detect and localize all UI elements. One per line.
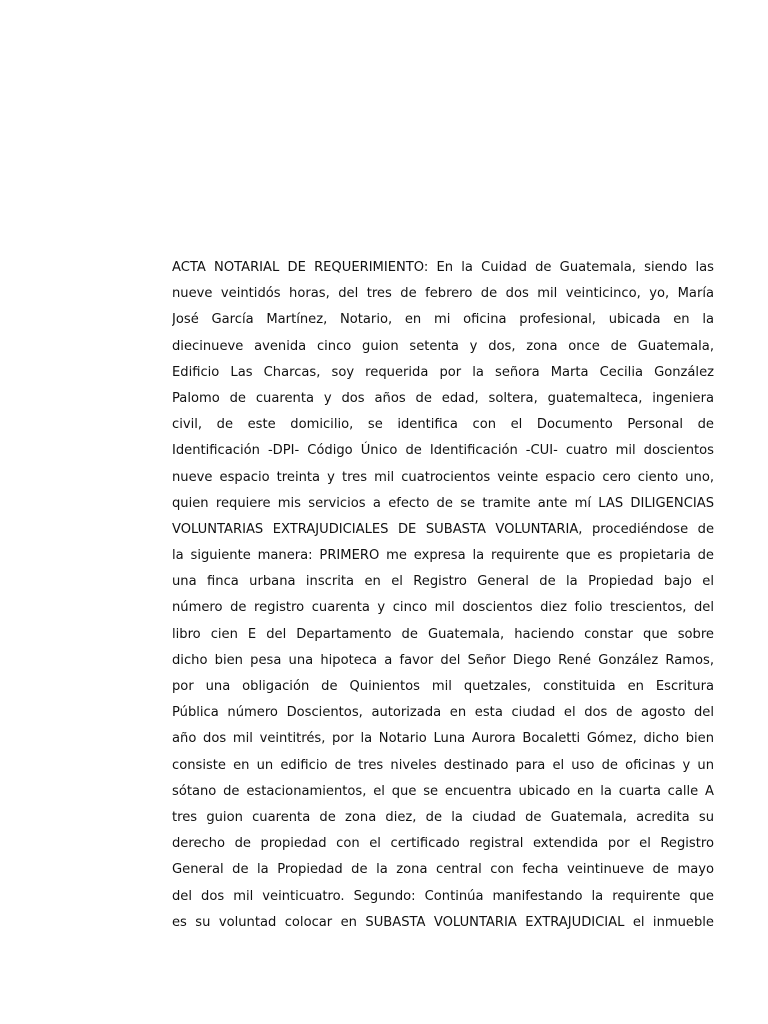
text-line: Pública número Doscientos, autorizada en esta ciudad el dos de agosto del xyxy=(172,705,714,721)
text-line: Identificación -DPI- Código Único de Identificación -CUI- cuatro mil doscientos xyxy=(172,443,714,459)
text-line: una finca urbana inscrita en el Registro General de la Propiedad bajo el xyxy=(172,574,714,590)
text-line: Edificio Las Charcas, soy requerida por la señora Marta Cecilia González xyxy=(172,364,714,380)
text-line: civil, de este domicilio, se identifica con el Documento Personal de xyxy=(172,417,714,433)
text-line: José García Martínez, Notario, en mi oficina profesional, ubicada en la xyxy=(172,312,714,328)
text-line: tres guion cuarenta de zona diez, de la ciudad de Guatemala, acredita su xyxy=(172,809,714,825)
text-line: General de la Propiedad de la zona central con fecha veintinueve de mayo xyxy=(172,862,714,878)
text-line: diecinueve avenida cinco guion setenta y dos, zona once de Guatemala, xyxy=(172,338,714,354)
text-line: del dos mil veinticuatro. Segundo: Continúa manifestando la requirente que xyxy=(172,888,714,904)
text-line: nueve espacio treinta y tres mil cuatrocientos veinte espacio cero ciento uno, xyxy=(172,469,714,485)
text-line: la siguiente manera: PRIMERO me expresa la requirente que es propietaria de xyxy=(172,548,714,564)
text-line: nueve veintidós horas, del tres de febrero de dos mil veinticinco, yo, María xyxy=(172,286,714,302)
text-line: por una obligación de Quinientos mil quetzales, constituida en Escritura xyxy=(172,679,714,694)
notarial-act-text xyxy=(172,255,714,936)
text-line: VOLUNTARIAS EXTRAJUDICIALES DE SUBASTA VOLUNTARIA, procediéndose de xyxy=(172,521,714,537)
text-line: número de registro cuarenta y cinco mil doscientos diez folio trescientos, del xyxy=(172,600,714,616)
text-line: año dos mil veintitrés, por la Notario Luna Aurora Bocaletti Gómez, dicho bien xyxy=(172,731,714,747)
text-line: dicho bien pesa una hipoteca a favor del Señor Diego René González Ramos, xyxy=(172,652,714,668)
text-line: sótano de estacionamientos, el que se encuentra ubicado en la cuarta calle A xyxy=(172,783,714,799)
text-line: derecho de propiedad con el certificado registral extendida por el Registro xyxy=(172,836,714,852)
text-line: consiste en un edificio de tres niveles destinado para el uso de oficinas y un xyxy=(172,757,714,773)
text-line: ACTA NOTARIAL DE REQUERIMIENTO: En la Cuidad de Guatemala, siendo las xyxy=(172,260,714,275)
text-line: es su voluntad colocar en SUBASTA VOLUNTARIA EXTRAJUDICIAL el inmueble xyxy=(172,914,714,930)
text-line: libro cien E del Departamento de Guatemala, haciendo constar que sobre xyxy=(172,626,714,642)
text-line: quien requiere mis servicios a efecto de se tramite ante mí LAS DILIGENCIAS xyxy=(172,495,714,511)
text-line: Palomo de cuarenta y dos años de edad, soltera, guatemalteca, ingeniera xyxy=(172,390,714,406)
